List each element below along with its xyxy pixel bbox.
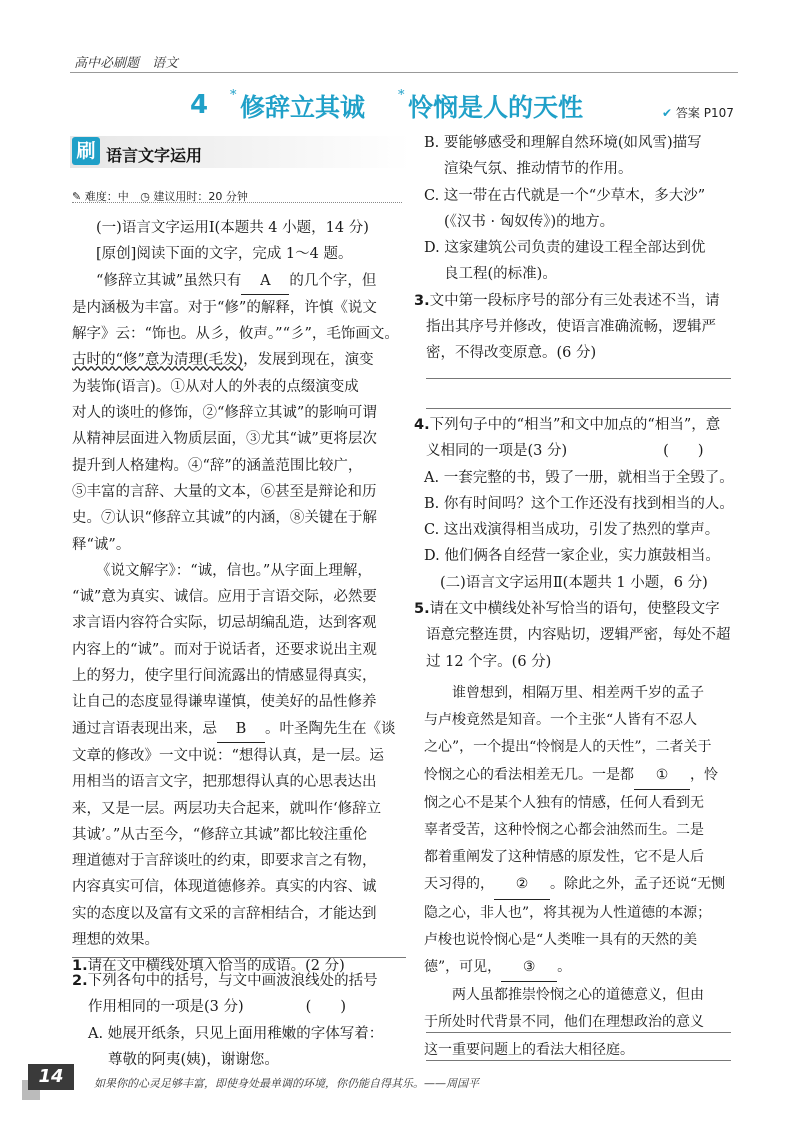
passage-line: 《说文解字》：“诚，信也。”从字面上理解，: [96, 562, 372, 579]
passage-line: 求言语内容符合实际，切忌胡编乱造，达到客观: [72, 615, 377, 632]
passage-line: 古时的“修”意为清理(毛发)，发展到现在，演变: [72, 352, 374, 369]
right-column-top: B. 要能够感受和理解自然环境(如风雪)描写 渲染气氛、推动情节的作用。 C. 这一带在古代就是一个“少草木，多大沙” (《汉书 · 匈奴传》)的地方。 D. 这家建筑公司负责的建设工程全部达到优 良工程(的标准)。 3.文中第一段标序号的部分有三处表述不当，请 指出其序号并修改，使语言准确流畅，逻辑严 密，不得改变原意。(6 分): [414, 130, 744, 367]
brush-logo-icon: 刷: [72, 137, 100, 165]
passage-line: 让自己的态度显得谦卑谨慎，使美好的品性修养: [72, 694, 377, 711]
passage-line: 内容真实可信，体现道德修养。真实的内容、诚: [72, 879, 377, 896]
passage-line: 上的努力，使字里行间流露出的情感显得真实，: [72, 668, 377, 685]
passage-line: 文章的修改》一文中说：“想得认真，是一层。运: [72, 747, 384, 764]
passage-line: 释“诚”。: [72, 536, 131, 553]
question-4: 4.下列句子中的“相当”和文中加点的“相当”，意 义相同的一项是(3 分) ( ) A. 一套完整的书，毁了一册，就相当于全毁了。 B. 你有时间吗？这个工作还没有找到相当的人。 C. 这出戏演得相当成功，引发了热烈的掌声。 D. 他们俩各自经营一家企业，实力旗鼓相当。 (二)语言文字运用Ⅱ(本题共 1 小题，6 分) 5.请在文中横线处补写恰当的语句，使整段文字 语意完整连贯，内容贴切，逻辑严密，每处不超 过 12 个字。(6 分): [414, 412, 744, 675]
q2-option-a-cont: 尊敬的阿夷(姨)，谢谢您。: [108, 1051, 279, 1068]
passage-line: 提升到人格建构。④“辞”的涵盖范围比较广，: [72, 457, 363, 474]
header-divider: [70, 72, 738, 73]
passage-line: 来，又是一层。两层功夫合起来，就叫作‘修辞立: [72, 800, 382, 817]
blank-3[interactable]: ③: [501, 954, 557, 982]
passage-line: 为装饰(语言)。①从对人的外表的点缀演变成: [72, 378, 359, 395]
running-header: 高中必刷题 语文: [74, 56, 179, 71]
clock-icon: ◷: [140, 190, 150, 203]
answer-line-q5a[interactable]: [426, 1032, 731, 1033]
answer-line-q1[interactable]: [72, 957, 406, 958]
answer-reference: [662, 104, 734, 121]
answer-line-q3a[interactable]: [426, 378, 731, 379]
footer-quote: 如果你的心灵足够丰富，即使身处最单调的环境，你仍能自得其乐。——周国平: [94, 1077, 479, 1090]
q4-option-b: B. 你有时间吗？这个工作还没有找到相当的人。: [424, 495, 734, 512]
passage-line: 对人的谈吐的修饰，②“修辞立其诚”的影响可谓: [72, 405, 377, 422]
passage-line: “修辞立其诚”虽然只有 A 的几个字，但: [72, 268, 408, 295]
page-number: 14: [28, 1064, 74, 1090]
q4-option-a: A. 一套完整的书，毁了一册，就相当于全毁了。: [424, 469, 734, 486]
passage-line: 其诚’。”从古至今，“修辞立其诚”都比较注重伦: [72, 826, 368, 843]
q2-option-b: B. 要能够感受和理解自然环境(如风雪)描写: [424, 135, 702, 151]
pencil-icon: ✎: [72, 190, 82, 203]
q5-passage: 谁曾想到，相隔万里、相差两千岁的孟子 与卢梭竟然是知音。一个主张“人皆有不忍人 之心”，一个提出“怜悯是人的天性”，二者关于 怜悯之心的看法相差无几。一是都 ① ，怜 悯之心不是某个人独有的情感，任何人看到无 辜者受苦，这种怜悯之心都会油然而生。二是 都着重阐发了这种情感的原发性，它不是人后 天习得的， ② 。除此之外，孟子还说“无恻 隐之心，非人也”，将其视为人性道德的本源； 卢梭也说怜悯心是“人类唯一具有的天然的美 德”，可见， ③ 。 两人虽都推崇怜悯之心的道德意义，但由 于所处时代背景不同，他们在理想政治的意义 这一重要问题上的看法大相径庭。: [424, 685, 726, 1058]
section2-heading: (二)语言文字运用Ⅱ(本题共 1 小题，6 分): [440, 574, 708, 591]
q2-option-b-cont: 渲染气氛、推动情节的作用。: [444, 161, 633, 178]
check-icon: ✔: [662, 106, 673, 120]
title-star-1: *: [230, 88, 237, 103]
answer-page: 答案 P107: [675, 106, 734, 120]
section1-heading: (一)语言文字运用Ⅰ(本题共 4 小题，14 分): [96, 220, 369, 236]
title-star-2: *: [398, 88, 405, 103]
q4-option-d: D. 他们俩各自经营一家企业，实力旗鼓相当。: [424, 548, 720, 565]
passage-line: 内容上的“诚”。而对于说话者，还要求说出主观: [72, 641, 377, 658]
lesson-title: [190, 88, 630, 128]
blank-a: A: [241, 268, 289, 295]
lesson-number: 4: [190, 90, 209, 120]
blank-b: B: [217, 716, 265, 743]
question-3: 3.文中第一段标序号的部分有三处表述不当，请: [414, 292, 720, 309]
left-column: [72, 215, 408, 980]
answer-paren-q2[interactable]: ( ): [305, 999, 346, 1016]
q2-option-d-cont: 良工程(的标准)。: [444, 266, 557, 283]
passage-line: 理道德对于言辞谈吐的约束，即要求言之有物，: [72, 853, 377, 870]
answer-paren-q4[interactable]: ( ): [663, 443, 704, 460]
wavy-underlined-text: 古时的“修”意为清理(毛发): [72, 352, 244, 369]
answer-line-q5b[interactable]: [426, 1060, 731, 1061]
difficulty-label: 难度：中: [84, 190, 129, 203]
blank-2[interactable]: ②: [494, 871, 550, 899]
passage-line: 是内涵极为丰富。对于“修”的解释，许慎《说文: [72, 299, 377, 316]
passage-line: 解字》云：“饰也。从彡，攸声。”“彡”，毛饰画文。: [72, 326, 399, 343]
q2-option-a: A. 她展开纸条，只见上面用稚嫩的字体写着：: [88, 1025, 384, 1042]
passage-line: 通过言语表现出来，忌 B 。叶圣陶先生在《谈: [72, 716, 408, 743]
section-title: 语言文字运用: [106, 146, 203, 165]
q2-option-d: D. 这家建筑公司负责的建设工程全部达到优: [424, 240, 706, 257]
meta-divider: [72, 202, 402, 203]
passage-line: 理想的效果。: [72, 932, 159, 949]
blank-1[interactable]: ①: [634, 762, 690, 790]
title-part-2: 怜悯是人的天性: [408, 93, 584, 122]
answer-line-q3b[interactable]: [426, 408, 731, 409]
passage-line: “诚”意为真实、诚信。应用于言语交际，必然要: [72, 589, 377, 606]
title-part-1: 修辞立其诚: [240, 93, 366, 122]
passage-line: 史。⑦认识“修辞立其诚”的内涵，⑧关键在于解: [72, 510, 377, 527]
q2-option-c-cont: (《汉书 · 匈奴传》)的地方。: [444, 213, 615, 230]
passage-line: 实的态度以及富有文采的言辞相结合，才能达到: [72, 905, 377, 922]
question-2: 2.下列各句中的括号，与文中画波浪线处的括号 作用相同的一项是(3 分) ( ) A. 她展开纸条，只见上面用稚嫩的字体写着： 尊敬的阿夷(姨)，谢谢您。: [72, 968, 408, 1073]
passage-line: ⑤丰富的言辞、大量的文本，⑥甚至是辩论和历: [72, 483, 377, 500]
instruction: [原创]阅读下面的文字，完成 1～4 题。: [96, 246, 353, 263]
passage-line: 从精神层面进入物质层面，③尤其“诚”更将层次: [72, 431, 377, 448]
time-label: 建议用时：20 分钟: [153, 190, 248, 203]
q4-option-c: C. 这出戏演得相当成功，引发了热烈的掌声。: [424, 522, 720, 539]
question-1: 1.请在文中横线处填入恰当的成语。(2 分): [72, 958, 345, 975]
q2-option-c: C. 这一带在古代就是一个“少草木，多大沙”: [424, 187, 706, 204]
passage-line: 用相当的语言文字，把那想得认真的心思表达出: [72, 774, 377, 791]
